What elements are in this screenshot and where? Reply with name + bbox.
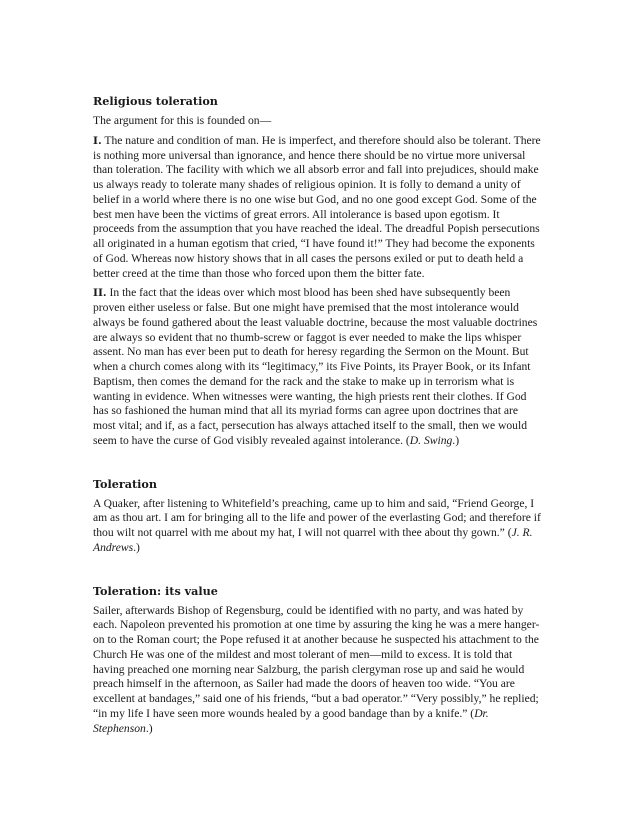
section-paragraph <box>93 497 541 556</box>
point-numeral: II. <box>93 287 107 300</box>
point-paragraph <box>93 134 541 282</box>
citation-tail: .) <box>145 721 153 735</box>
section-heading: Toleration: its value <box>93 583 218 598</box>
citation-author: Dr. Stephenson <box>93 706 489 735</box>
citation-author: D. Swing <box>409 433 453 447</box>
point-text: The nature and condition of man. He is imperfect, and therefore should also be tolerant. There is nothing more universal than ignorance, and hence there should be no virtue more universal than toleration. The facility with which we all absorb error and fall into prejudices, should make us always ready to tolerate many shades of religious opinion. It is folly to demand a unity of belief in a world where there is no one wise but God, and no one good except God. Some of the best men have been the victims of great errors. All intolerance is based upon egotism. It proceeds from the assumption that you have reached the ideal. The dreadful Popish persecutions all originated in a human egotism that cried, “I have found it!” They had become the exponents of God. Whereas now history shows that in all cases the persons exiled or put to death held a better creed at the time than those who forced upon them the bitter fate. <box>93 133 541 280</box>
point-numeral: I. <box>93 134 102 147</box>
point-paragraph <box>93 286 541 448</box>
section-toleration <box>93 477 541 556</box>
citation-tail: .) <box>133 540 140 554</box>
section-paragraph <box>93 604 541 737</box>
paragraph-text: Sailer, afterwards Bishop of Regensburg, could be identified with no party, and was hated by each. Napoleon prevented his promotion at one time by assuring the king he was a mere hanger-on to the Roman court; the Pope refused it at another because he suspected his attachment to the Church He was one of the mildest and most tolerant of men—mild to excess. It is told that having preached one morning near Salzburg, the parish clergyman rose up and said he would preach himself in the afternoon, as Sailer had made the doors of heaven too wide. “You are excellent at bandages,” said one of his friends, “but a bad operator.” “Very possibly,” he replied; “in my life I have seen more wounds healed by a good bandage than by a knife.” ( <box>93 603 540 720</box>
section-toleration-its-value <box>93 584 541 737</box>
section-religious-toleration <box>93 94 541 449</box>
citation-author: J. R. Andrews <box>93 526 533 554</box>
point-text: In the fact that the ideas over which most blood has been shed have subsequently been proven either useless or false. But one might have premised that the most intolerance would always be found gathered about the least valuable doctrine, because the most valuable doctrines are always so evident that no thumb-screw or faggot is ever needed to make the lips whisper assent. No man has ever been put to death for heresy regarding the Sermon on the Mount. But when a church comes along with its “legitimacy,” its Five Points, its Prayer Book, or its Infant Baptism, then comes the demand for the rack and the stake to make up in terrorism what is wanting in evidence. When witnesses were wanting, the high priests rent their clothes. If God has so fashioned the human mind that all its myriad forms can agree upon doctrines that are most vital; and if, as a fact, persecution has always attached itself to the small, then we would seem to have the curse of God visibly revealed against intolerance. ( <box>93 286 538 447</box>
citation-tail: .) <box>452 433 460 447</box>
document-page <box>93 94 541 741</box>
section-heading: Toleration <box>93 476 158 491</box>
paragraph-text: A Quaker, after listening to Whitefield’s preaching, came up to him and said, “Friend George, I am as thou art. I am for bringing all to the life and power of the everlasting God; and therefore if thou wilt not quarrel with me about my hat, I will not quarrel with thee about thy gown.” ( <box>93 496 541 539</box>
section-heading: Religious toleration <box>93 94 218 108</box>
section-intro: The argument for this is founded on— <box>93 114 272 127</box>
